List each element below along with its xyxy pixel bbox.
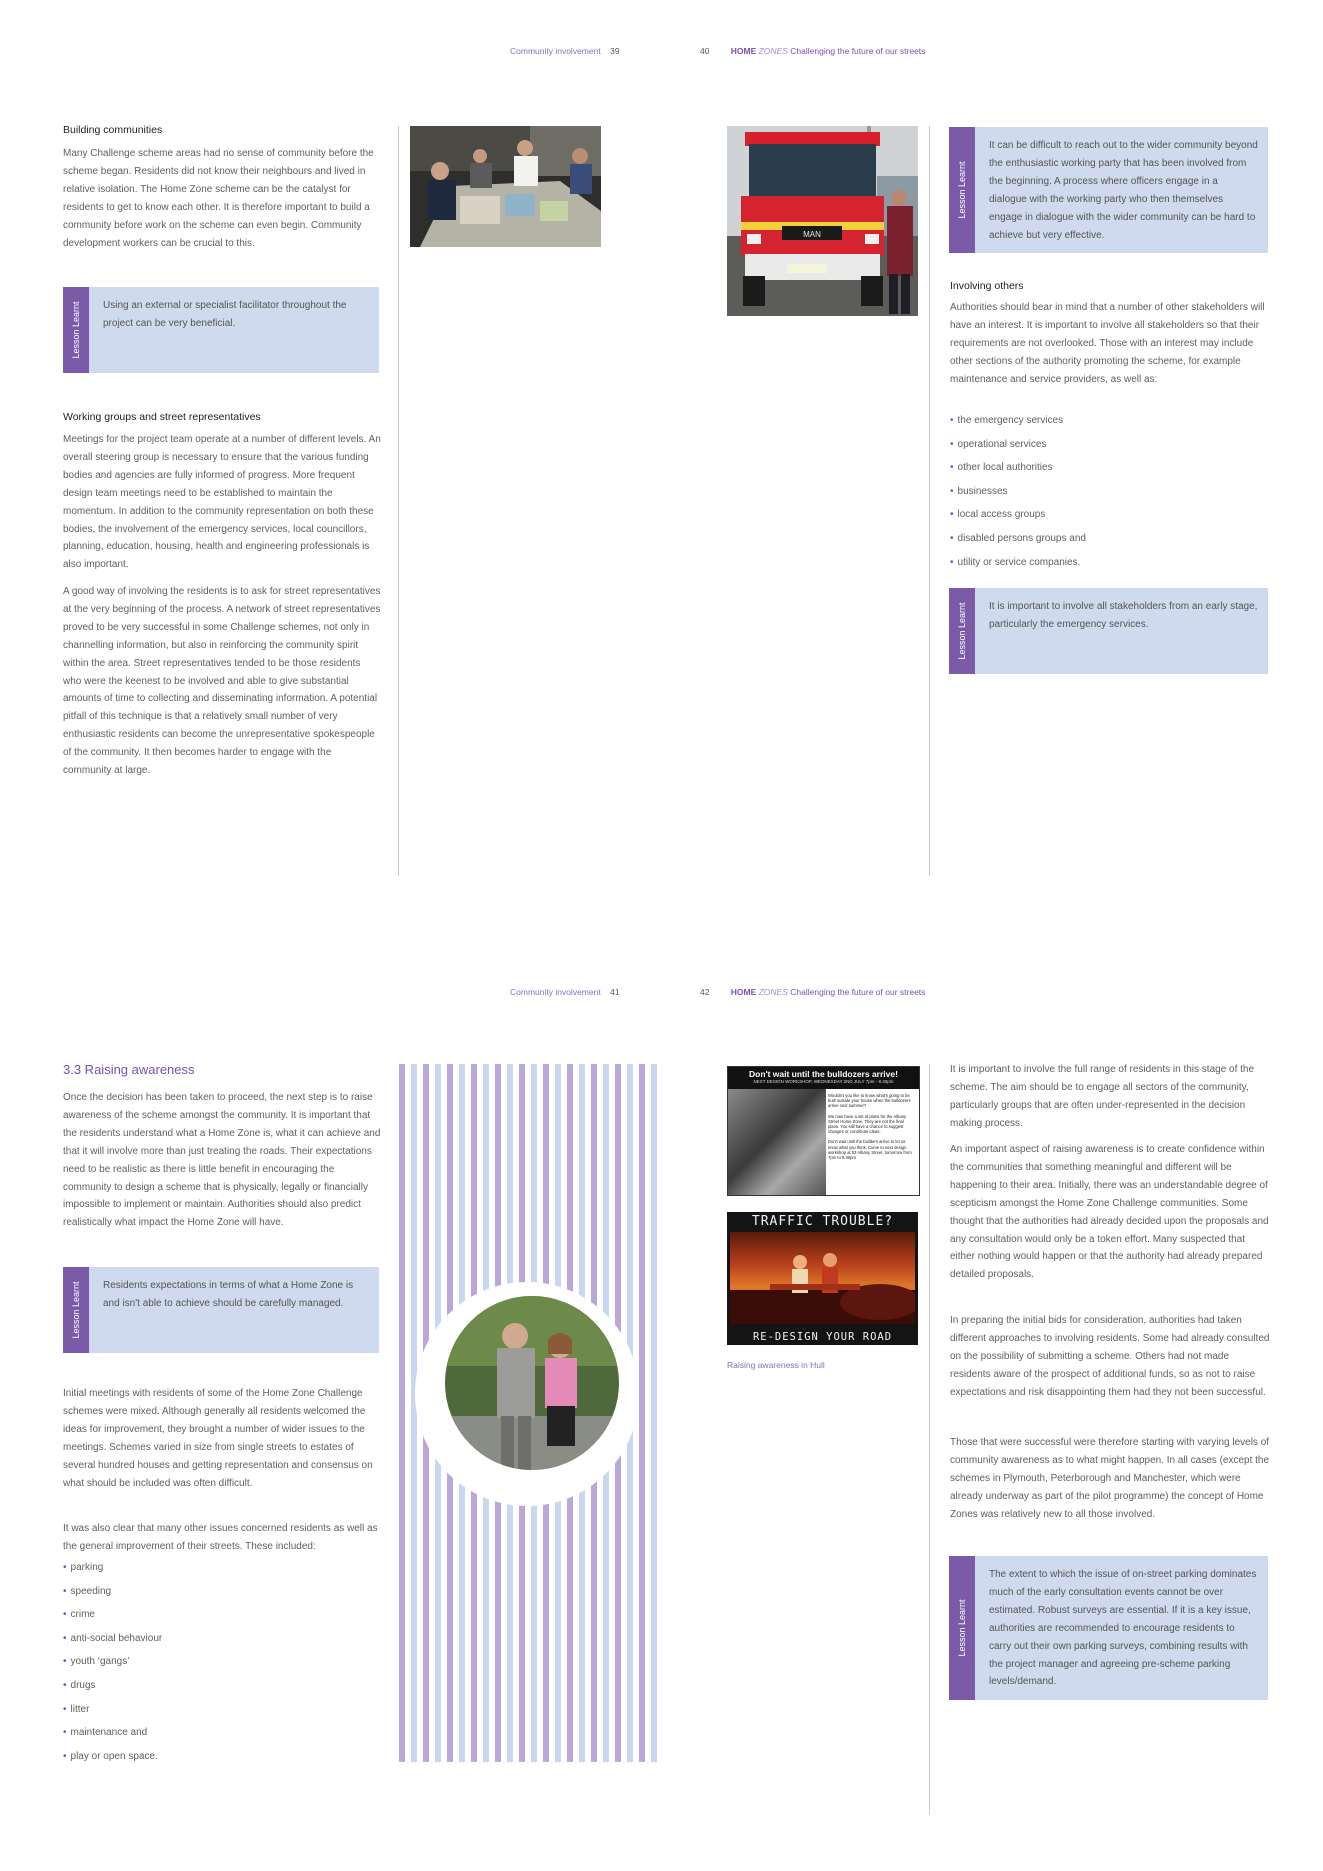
lesson-learnt-label: Lesson Learnt	[71, 301, 81, 359]
raising-awareness-text: Once the decision has been taken to proceed, the next step is to raise awareness of the scheme amongst the community. It is important that the residents understand what a Home Zone is, what it can achieve and that it will involve more than just treating the roads. Their expectations need to be realistic as there is little benefit in encouraging the community to design a scheme that is physically, legally or financially impossible to implement or maintain. Authorities should also predict realistically what impact the Home Zone will have.	[63, 1092, 381, 1229]
page-number: 42	[700, 987, 710, 997]
initial-meetings-text: Initial meetings with residents of some of the Home Zone Challenge schemes were mixed. Although generally all residents welcomed the ideas for improvement, they brought a number of wider issues to the meetings. Schemes varied in size from single streets to estates of several hundred houses and getting representation and consensus on what should be included was often difficult.	[63, 1388, 373, 1489]
lesson-learnt-tab	[63, 287, 89, 373]
bulldozer-image	[728, 1089, 826, 1195]
list-item: • drugs	[63, 1679, 96, 1691]
heading-building-communities: Building communities	[63, 124, 163, 136]
running-header-p40	[700, 46, 925, 56]
poster-subtitle: NEXT DESIGN WORKSHOP, WEDNESDAY 2ND JULY 7pm - 8.30pm	[753, 1079, 894, 1084]
list-item: • businesses	[950, 485, 1008, 497]
brand-zones: ZONES	[758, 987, 788, 997]
p42-text-4: Those that were successful were therefore starting with varying levels of community awareness as to what might happen. In all cases (except the schemes in Plymouth, Peterborough and Manchester, which were already underway as part of the pilot programme) the concept of Home Zones was relatively new to all those involved.	[950, 1437, 1270, 1520]
list-item: • local access groups	[950, 509, 1046, 521]
truck-badge: MAN	[803, 230, 821, 239]
brand-home: HOME	[730, 46, 757, 56]
lesson-learnt-text: The extent to which the issue of on-street parking dominates much of the early consultation events cannot be over estimated. Robust surveys are essential. If it is a key issue, authorities are recommended to encourage residents to carry out their own parking surveys, combining results with the project manager and agreeing pre-scheme parking levels/demand.	[989, 1569, 1257, 1688]
list-item: • youth ‘gangs’	[63, 1656, 130, 1668]
working-groups-text-1: Meetings for the project team operate at a number of different levels. An overall steering group is necessary to ensure that the various funding bodies and agencies are fully informed of progress. More frequent design team meetings need to be established to maintain the momentum. In addition to the community representation on both these bodies, the involvement of the emergency services, local councillors, planning, education, housing, health and engineering professionals is also important.	[63, 434, 381, 571]
column-rule	[929, 1064, 930, 1814]
header-section-title: Community involvement	[510, 987, 601, 997]
p42-text-2: An important aspect of raising awareness is to create confidence within the communities that something meaningful and different will be happening to their area. Initially, there was an understandable degree of scepticism amongst the Home Zone Challenge communities. Some thought that the authorities had already decided upon the proposals and any consultation would only be a token effort. Many suspected that either nothing would happen or that the authority had already prepared detailed proposals.	[950, 1144, 1269, 1281]
involving-others-text: Authorities should bear in mind that a number of other stakeholders will have an interest. It is important to involve all stakeholders so that their requirements are not overlooked. Those with an interest may include other sections of the authority promoting the scheme, for example maintenance and service providers, as well as:	[950, 302, 1265, 385]
decorative-striped-panel	[399, 1064, 661, 1762]
heading-working-groups: Working groups and street representatives	[63, 411, 261, 423]
other-issues-text: It was also clear that many other issues concerned residents as well as the general improvement of their streets. These included:	[63, 1523, 378, 1552]
meeting-photo	[410, 126, 601, 247]
image-caption: Raising awareness in Hull	[727, 1360, 825, 1370]
poster-tagline: RE-DESIGN YOUR ROAD	[752, 1331, 893, 1343]
lesson-learnt-box	[63, 287, 379, 373]
traffic-trouble-poster	[727, 1212, 918, 1345]
list-item: • maintenance and	[63, 1727, 148, 1739]
column-rule	[929, 126, 930, 876]
page-number: 41	[610, 987, 620, 997]
poster-street-image	[730, 1232, 915, 1324]
list-item: • other local authorities	[950, 462, 1053, 474]
lesson-learnt-text: It can be difficult to reach out to the wider community beyond the enthusiastic working party that has been involved from the beginning. A process where officers engage in a dialogue with the working party who then themselves engage in dialogue with the wider community can be hard to achieve but very effective.	[989, 140, 1258, 241]
heading-raising-awareness: 3.3 Raising awareness	[63, 1062, 195, 1077]
street-scene-illustration	[730, 1232, 915, 1324]
lesson-learnt-label: Lesson Learnt	[957, 161, 967, 219]
p42-text-1: It is important to involve the full range of residents in this stage of the scheme. The aim should be to engage all sectors of the community, particularly groups that are often under-represented in the decision making process.	[950, 1064, 1255, 1129]
lesson-learnt-tab	[949, 588, 975, 674]
page-number: 40	[700, 46, 710, 56]
lesson-learnt-box	[949, 588, 1268, 674]
fire-engine-illustration	[727, 126, 918, 316]
lesson-learnt-text: It is important to involve all stakeholders from an early stage, particularly the emergency services.	[989, 601, 1258, 630]
lesson-learnt-box	[63, 1267, 379, 1353]
bulldozer-poster	[727, 1066, 920, 1196]
poster-header	[728, 1067, 919, 1089]
meeting-illustration	[410, 126, 601, 247]
list-item: • litter	[63, 1703, 90, 1715]
list-item: • utility or service companies.	[950, 556, 1081, 568]
list-item: • crime	[63, 1609, 95, 1621]
lesson-learnt-tab	[949, 1556, 975, 1700]
lesson-learnt-tab	[63, 1267, 89, 1353]
heading-involving-others: Involving others	[950, 280, 1024, 292]
list-item: • parking	[63, 1562, 104, 1573]
list-item: • disabled persons groups and	[950, 532, 1086, 544]
fire-engine-photo	[727, 126, 918, 316]
brand-tagline: Challenging the future of our streets	[790, 987, 926, 997]
brand-tagline: Challenging the future of our streets	[790, 46, 926, 56]
couple-illustration	[445, 1296, 619, 1470]
poster-body: Wouldn't you like to know what's going to be built outside your house when the bulldozers arrive next summer? We now have a set of plans for the Albany Street Home Zone. They are not the final plans. You still have a chance to suggest changes or contribute ideas. Don't wait until the builders arrive to let us know what you think. Come to next design workshop at 53 Albany Street, tomorrow from 7pm to 8.30pm	[828, 1093, 912, 1161]
header-section-title: Community involvement	[510, 46, 601, 56]
poster-title: Don't wait until the bulldozers arrive!	[749, 1069, 898, 1079]
lesson-learnt-box	[949, 127, 1268, 253]
p42-text-3: In preparing the initial bids for consideration, authorities had taken different approaches to involving residents. Some had already consulted on the possibility of submitting a scheme. Others had not made residents aware of the prospect of additional funds, so as not to raise expectations and risk disappointing them had they not been successful.	[950, 1315, 1270, 1398]
brand-zones: ZONES	[758, 46, 788, 56]
lesson-learnt-label: Lesson Learnt	[957, 602, 967, 660]
page-number: 39	[610, 46, 620, 56]
list-item: • speeding	[63, 1585, 112, 1597]
lesson-learnt-box	[949, 1556, 1268, 1700]
column-rule	[398, 126, 399, 876]
stakeholder-list	[950, 414, 1270, 579]
running-header-p39	[510, 46, 620, 56]
lesson-learnt-text: Using an external or specialist facilitator throughout the project can be very beneficial.	[103, 300, 347, 329]
building-communities-text: Many Challenge scheme areas had no sense of community before the scheme began. Residents did not know their neighbours and lived in relative isolation. The Home Zone scheme can be the catalyst for residents to get to know each other. It is therefore important to build a community before work on the scheme can even begin. Community development workers can be crucial to this.	[63, 148, 374, 249]
lesson-learnt-text: Residents expectations in terms of what a Home Zone is and isn't able to achieve should be carefully managed.	[103, 1280, 354, 1309]
list-item: • the emergency services	[950, 415, 1064, 426]
running-header-p41	[510, 987, 620, 997]
poster-headline: TRAFFIC TROUBLE?	[751, 1214, 894, 1229]
brand-home: HOME	[730, 987, 757, 997]
working-groups-text-2: A good way of involving the residents is to ask for street representatives at the very beginning of the process. A network of street representatives proved to be very successful in some Challenge schemes, not only in channelling information, but also in reinforcing the community spirit within the area. Street representatives tended to be those residents who were the keenest to be involved and able to give substantial amounts of time to collecting and disseminating information. A potential pitfall of this technique is that a relatively small number of very enthusiastic residents can become the unrepresentative spokespeople of the community. It then becomes harder to engage with the community at large.	[63, 586, 381, 777]
lesson-learnt-label: Lesson Learnt	[957, 1599, 967, 1657]
couple-photo	[445, 1296, 619, 1470]
lesson-learnt-label: Lesson Learnt	[71, 1281, 81, 1339]
list-item: • anti-social behaviour	[63, 1632, 163, 1644]
running-header-p42	[700, 987, 925, 997]
lesson-learnt-tab	[949, 127, 975, 253]
issues-list	[63, 1561, 363, 1773]
list-item: • play or open space.	[63, 1750, 158, 1762]
list-item: • operational services	[950, 438, 1047, 450]
